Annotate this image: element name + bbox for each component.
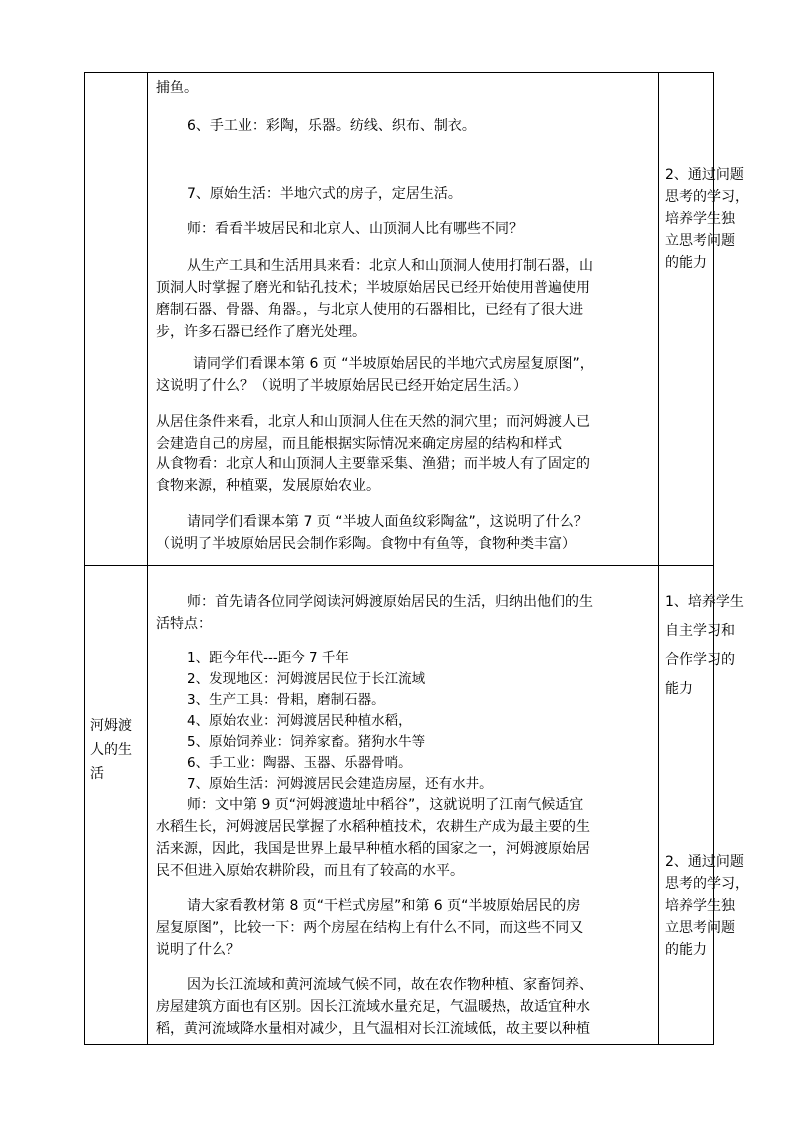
row2-goal-cell <box>659 566 749 1044</box>
text-line: 请大家看教材第 8 页“干栏式房屋”和第 6 页“半坡原始居民的房 <box>187 898 581 914</box>
text-line: 活来源，因此，我国是世界上最早种植水稻的国家之一，河姆渡原始居 <box>156 841 590 857</box>
text-line: 请同学们看课本第 6 页 “半坡原始居民的半地穴式房屋复原图”， <box>193 356 594 372</box>
text-line: 请同学们看课本第 7 页 “半坡人面鱼纹彩陶盆”，这说明了什么？ <box>187 514 588 530</box>
text-line: 屋复原图”，比较一下：两个房屋在结构上有什么不同，而这些不同又 <box>156 920 584 936</box>
text-line: 顶洞人时掌握了磨光和钻孔技术；半坡原始居民已经开始使用普遍使用 <box>156 280 590 296</box>
text-line: 师：首先请各位同学阅读河姆渡原始居民的生活，归纳出他们的生 <box>187 594 593 610</box>
goal-line: 思考的学习， <box>665 189 749 205</box>
text-line: 7、原始生活：河姆渡居民会建造房屋，还有水井。 <box>187 776 493 792</box>
text-line: 师：文中第 9 页“河姆渡遗址中稻谷”，这就说明了江南气候适宜 <box>187 797 584 813</box>
goal-line: 2、通过问题 <box>665 854 744 870</box>
text-line: 会建造自己的房屋，而且能根据实际情况来确定房屋的结构和样式 <box>156 436 562 452</box>
text-line: 从居住条件来看，北京人和山顶洞人住在天然的洞穴里；而河姆渡人已 <box>156 414 590 430</box>
goal-line: 能力 <box>665 681 693 697</box>
goal-line: 合作学习的 <box>665 652 735 668</box>
topic-line: 人的生 <box>90 742 132 758</box>
row1-content-cell <box>148 73 658 565</box>
goal-line: 2、通过问题 <box>665 167 744 183</box>
goal-line: 的能力 <box>665 255 707 271</box>
goal-line: 1、培养学生 <box>665 594 744 610</box>
text-line: 步，许多石器已经作了磨光处理。 <box>156 324 366 340</box>
row1-goal-cell <box>659 73 749 565</box>
text-line: 捕鱼。 <box>156 80 198 96</box>
text-line: 师：看看半坡居民和北京人、山顶洞人比有哪些不同？ <box>187 221 523 237</box>
table-border-bottom <box>84 1044 714 1045</box>
text-line: 稻，黄河流域降水量相对减少，且气温相对长江流域低，故主要以种植 <box>156 1021 590 1037</box>
text-line: 从生产工具和生活用具来看：北京人和山顶洞人使用打制石器，山 <box>187 258 593 274</box>
text-line: 从食物看：北京人和山顶洞人主要靠采集、渔猎；而半坡人有了固定的 <box>156 456 590 472</box>
text-line: 6、手工业：彩陶，乐器。纺线、织布、制衣。 <box>187 118 476 134</box>
goal-line: 自主学习和 <box>665 623 735 639</box>
text-line: 活特点： <box>156 616 212 632</box>
row2-content-cell <box>148 566 658 1044</box>
text-line: 因为长江流域和黄河流域气候不同，故在农作物种植、家畜饲养、 <box>187 977 593 993</box>
text-line: 民不但进入原始农耕阶段，而且有了较高的水平。 <box>156 863 464 879</box>
topic-line: 活 <box>90 766 104 782</box>
row2-topic-cell <box>85 566 147 1044</box>
text-line: 6、手工业：陶器、玉器、乐器骨哨。 <box>187 755 412 771</box>
text-line: 磨制石器、骨器、角器。，与北京人使用的石器相比，已经有了很大进 <box>156 302 583 318</box>
goal-line: 立思考问题 <box>665 233 735 249</box>
text-line: 2、发现地区：河姆渡居民位于长江流域 <box>187 671 426 687</box>
text-line: 7、原始生活：半地穴式的房子，定居生活。 <box>187 186 462 202</box>
text-line: 4、原始农业：河姆渡居民种植水稻， <box>187 713 412 729</box>
text-line: 这说明了什么？（说明了半坡原始居民已经开始定居生活。） <box>156 378 527 394</box>
text-line: 3、生产工具：骨耜，磨制石器。 <box>187 692 385 708</box>
text-line: 水稻生长，河姆渡居民掌握了水稻种植技术，农耕生产成为最主要的生 <box>156 819 590 835</box>
text-line: （说明了半坡原始居民会制作彩陶。食物中有鱼等，食物种类丰富） <box>156 536 576 552</box>
goal-line: 思考的学习， <box>665 876 749 892</box>
text-line: 房屋建筑方面也有区别。因长江流域水量充足，气温暖热，故适宜种水 <box>156 999 590 1015</box>
goal-line: 培养学生独 <box>665 898 735 914</box>
topic-line: 河姆渡 <box>90 718 132 734</box>
text-line: 食物来源，种植粟，发展原始农业。 <box>156 478 380 494</box>
goal-line: 培养学生独 <box>665 211 735 227</box>
text-line: 5、原始饲养业：饲养家畜。猪狗水牛等 <box>187 734 426 750</box>
goal-line: 立思考问题 <box>665 920 735 936</box>
text-line: 说明了什么？ <box>156 942 240 958</box>
goal-line: 的能力 <box>665 942 707 958</box>
text-line: 1、距今年代---距今 7 千年 <box>187 650 349 666</box>
